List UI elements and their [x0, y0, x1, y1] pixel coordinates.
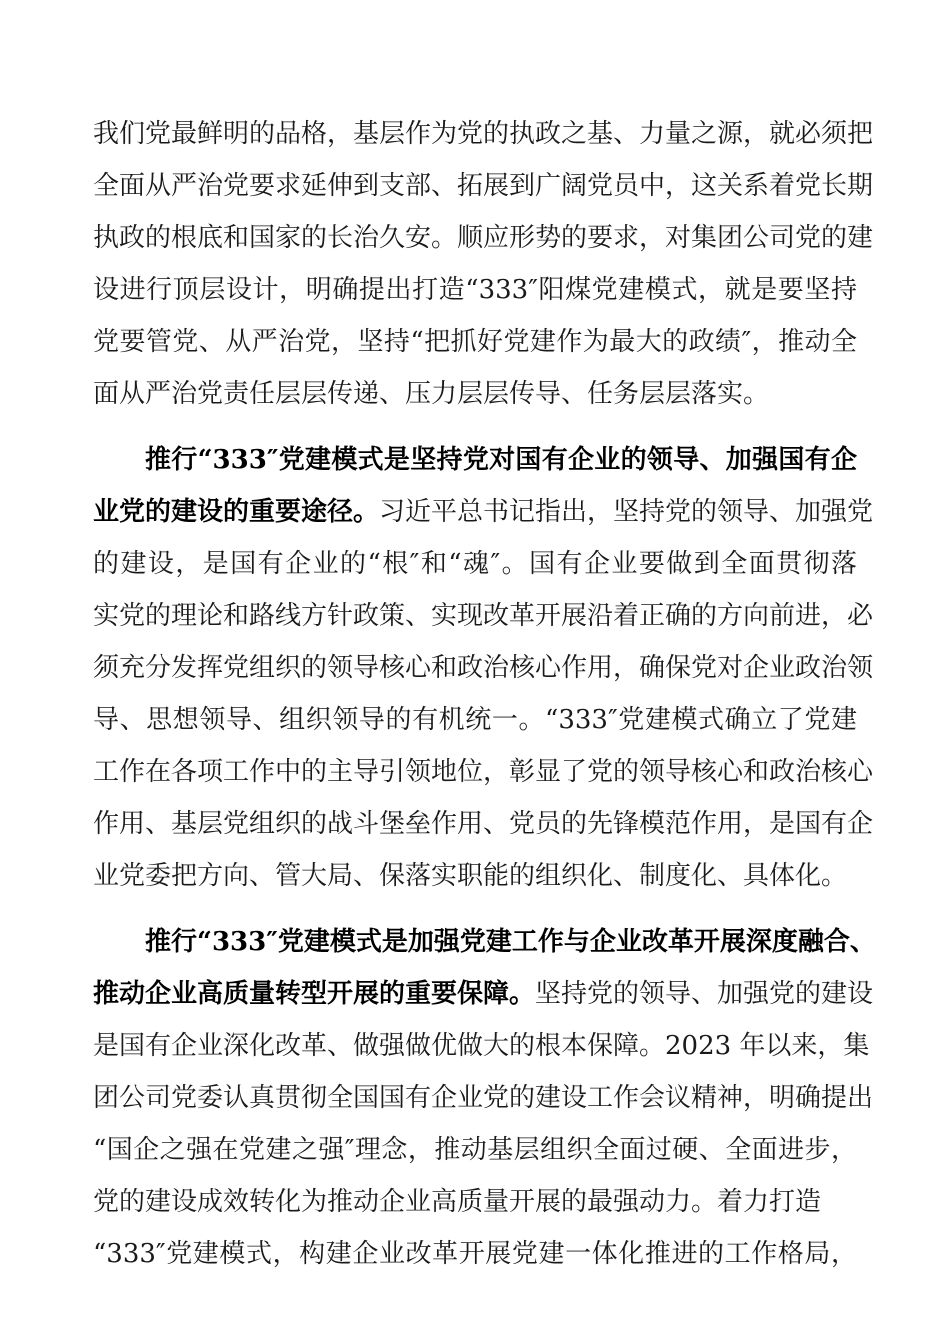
paragraph-heading: 推行“333″党建模式是加强党建工作与企业改革开展深度融合、	[145, 927, 876, 957]
text-line: 导、思想领导、组织领导的有机统一。“333″党建模式确立了党建	[93, 705, 857, 735]
document-body	[93, 108, 876, 1280]
text-line: 执政的根底和国家的长治久安。顺应形势的要求，对集团公司党的建	[93, 223, 874, 253]
text-line: 党要管党、从严治党，坚持“把抓好党建作为最大的政绩″，推动全	[93, 327, 857, 357]
text-line	[93, 434, 857, 486]
text-line: 是国有企业深化改革、做强做优做大的根本保障。2023 年以来，集	[93, 1031, 870, 1061]
text-line: 面从严治党责任层层传递、压力层层传导、任务层层落实。	[93, 379, 770, 409]
text-line: 业党的建设的重要途径。习近平总书记指出，坚持党的领导、加强党	[93, 497, 874, 527]
text-line: 作用、基层党组织的战斗堡垒作用、党员的先锋模范作用，是国有企	[93, 809, 874, 839]
paragraph	[93, 108, 874, 420]
paragraph	[93, 916, 876, 1280]
text-line: 党的建设成效转化为推动企业高质量开展的最强动力。着力打造	[93, 1187, 822, 1217]
paragraph-heading: 推动企业高质量转型开展的重要保障。	[93, 979, 536, 1009]
text-line: “国企之强在党建之强″理念，推动基层组织全面过硬、全面进步，	[93, 1135, 857, 1165]
paragraph-heading: 业党的建设的重要途径。	[93, 497, 380, 527]
text-line: 工作在各项工作中的主导引领地位，彰显了党的领导核心和政治核心	[93, 757, 874, 787]
text-line: 的建设，是国有企业的“根″和“魂″。国有企业要做到全面贯彻落	[93, 549, 857, 579]
text-line: 推动企业高质量转型开展的重要保障。坚持党的领导、加强党的建设	[93, 979, 874, 1009]
text-line	[93, 916, 876, 968]
text-line: 须充分发挥党组织的领导核心和政治核心作用，确保党对企业政治领	[93, 653, 874, 683]
paragraph-heading: 推行“333″党建模式是坚持党对国有企业的领导、加强国有企	[145, 445, 857, 475]
text-line: “333″党建模式，构建企业改革开展党建一体化推进的工作格局，	[93, 1239, 857, 1269]
text-line: 设进行顶层设计，明确提出打造“333″阳煤党建模式，就是要坚持	[93, 275, 857, 305]
paragraph	[93, 434, 874, 902]
text-line: 全面从严治党要求延伸到支部、拓展到广阔党员中，这关系着党长期	[93, 171, 874, 201]
text-line: 业党委把方向、管大局、保落实职能的组织化、制度化、具体化。	[93, 861, 848, 891]
text-line: 我们党最鲜明的品格，基层作为党的执政之基、力量之源，就必须把	[93, 119, 874, 149]
text-line: 团公司党委认真贯彻全国国有企业党的建设工作会议精神，明确提出	[93, 1083, 874, 1113]
text-line: 实党的理论和路线方针政策、实现改革开展沿着正确的方向前进，必	[93, 601, 874, 631]
